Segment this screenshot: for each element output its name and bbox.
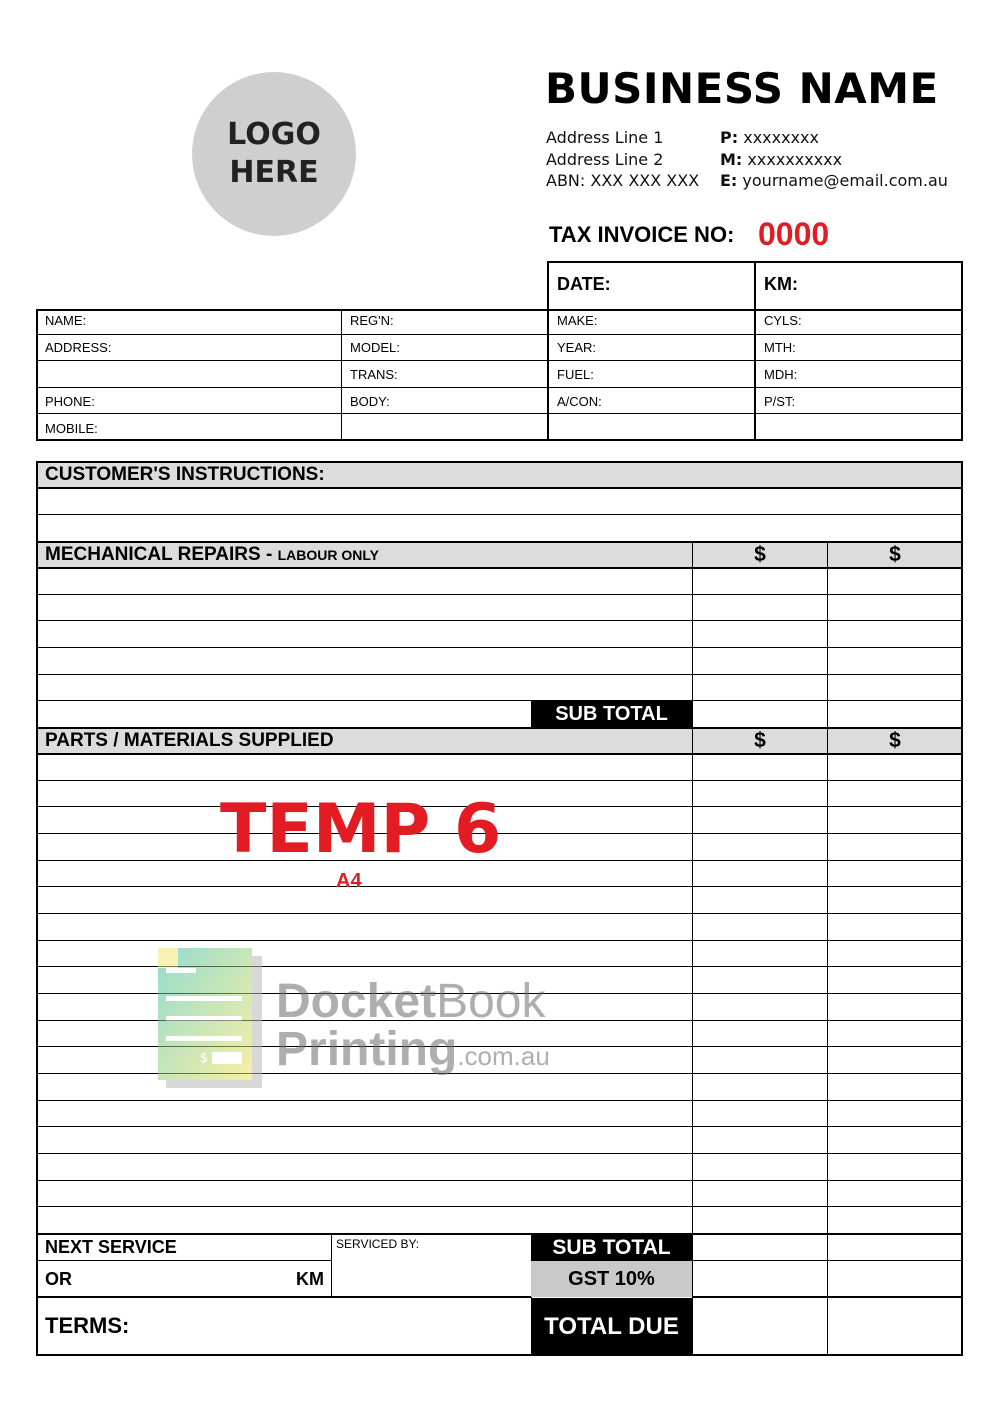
watermark-brand-line1 [276,975,546,1028]
business-contact [720,127,948,192]
abn: ABN: XXX XXX XXX [546,171,700,190]
gst-label: GST 10% [531,1261,692,1297]
tax-invoice-number: 0000 [758,216,830,252]
address-label: ADDRESS: [45,340,112,355]
phone-value: xxxxxxxx [743,128,819,147]
make-label: MAKE: [557,313,598,328]
mobile-label: M: [720,149,743,169]
address-line-2: Address Line 2 [546,149,664,169]
fuel-label: FUEL: [557,367,594,382]
work-table [36,461,963,1356]
watermark-brand-line2 [276,1023,550,1080]
watermark-domain: .com.au [457,1041,550,1071]
mdh-label: MDH: [764,367,798,382]
watermark-book: Book [436,975,546,1028]
mech-dollar-col2: $ [889,543,901,566]
cyls-label: CYLS: [764,313,802,328]
email-value: yourname@email.com.au [742,171,948,190]
parts-sub-total: SUB TOTAL [531,1234,692,1261]
acon-label: A/CON: [557,394,602,409]
logo-text-line1: LOGO [227,117,321,152]
details-grid [36,309,963,441]
customer-instructions-header: CUSTOMER'S INSTRUCTIONS: [45,464,325,485]
total-due-label: TOTAL DUE [531,1298,692,1356]
next-service-label: NEXT SERVICE [45,1237,177,1257]
model-label: MODEL: [350,340,400,355]
parts-dollar-col1: $ [754,729,766,752]
logo-placeholder [192,72,356,236]
mobile-field-label: MOBILE: [45,421,98,436]
parts-dollar-col2: $ [889,729,901,752]
phone-label: P: [720,128,739,147]
km-unit-label: KM [296,1269,324,1289]
mth-label: MTH: [764,340,796,355]
labour-only-label: LABOUR ONLY [277,547,379,563]
date-field-label: DATE: [557,274,611,294]
serviced-by-label: SERVICED BY: [336,1237,420,1251]
mechanical-repairs-title: MECHANICAL REPAIRS - [45,544,273,565]
trans-label: TRANS: [350,367,398,382]
year-label: YEAR: [557,340,597,355]
mobile-value: xxxxxxxxxx [747,149,843,169]
email-label: E: [720,171,738,190]
mech-dollar-col1: $ [754,543,766,566]
labour-sub-total: SUB TOTAL [531,701,692,727]
address-line-1: Address Line 1 [546,128,664,147]
regn-label: REG'N: [350,313,394,328]
watermark-printing: Printing [276,1023,458,1076]
watermark-dollar: $ [200,1051,209,1066]
pst-label: P/ST: [764,394,796,409]
name-label: NAME: [45,313,87,328]
business-name: BUSINESS NAME [545,64,939,113]
or-label: OR [45,1269,72,1289]
km-field-label: KM: [764,274,798,294]
template-size: A4 [336,870,362,892]
phone-field-label: PHONE: [45,394,95,409]
watermark-docket: Docket [276,975,437,1028]
business-address [546,127,699,192]
template-title: TEMP 6 [220,790,502,869]
terms-label: TERMS: [45,1313,130,1338]
docket-book-icon [156,946,266,1091]
mechanical-repairs-header [45,544,379,566]
parts-materials-header: PARTS / MATERIALS SUPPLIED [45,730,334,751]
tax-invoice-label: TAX INVOICE NO: [549,222,735,247]
body-label: BODY: [350,394,390,409]
logo-text-line2: HERE [229,155,319,190]
